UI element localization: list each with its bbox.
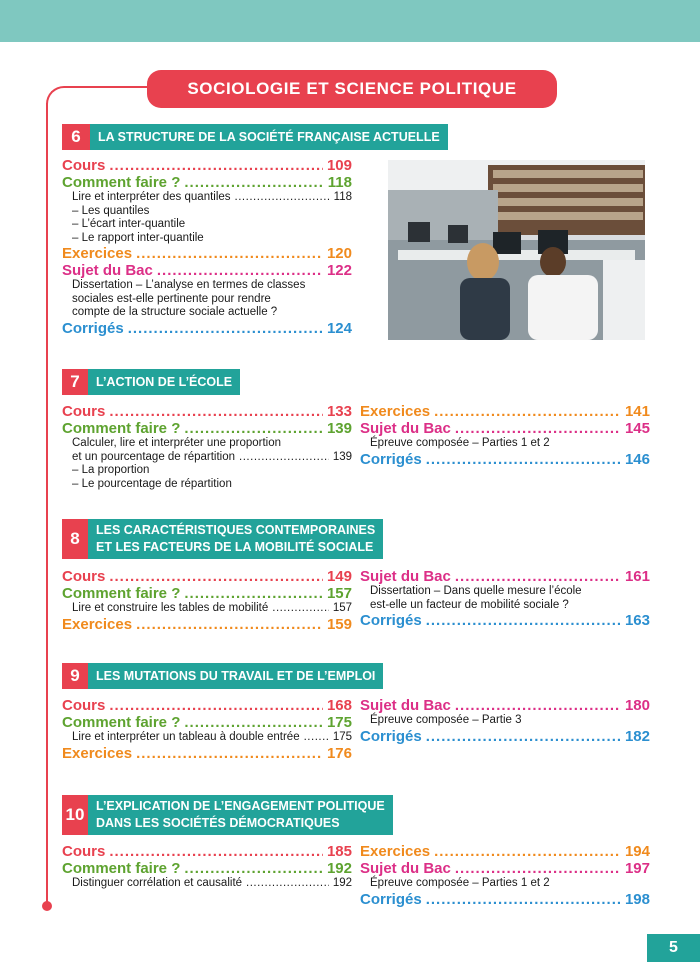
toc-entry-label: Comment faire ? [62, 714, 181, 731]
leader-dots [426, 728, 621, 745]
toc-list-item: – Les quantiles [72, 204, 150, 217]
toc-page-number: 118 [333, 191, 352, 203]
chapter-title [90, 124, 448, 150]
toc-entry [62, 245, 352, 262]
toc-page-number: 120 [326, 245, 352, 262]
toc-page-number: 122 [326, 262, 352, 279]
chapter-header [62, 124, 448, 150]
toc-entry [62, 697, 352, 714]
toc-entry [62, 568, 352, 585]
leader-dots [109, 568, 323, 585]
toc-page-number: 118 [327, 174, 352, 191]
toc-entry-label: Exercices [62, 245, 133, 262]
chapter-header [62, 369, 240, 395]
toc-page-number: 139 [332, 450, 352, 463]
chapter-7-right-column [360, 403, 650, 468]
toc-page-number: 157 [332, 602, 352, 614]
leader-dots [136, 745, 323, 762]
toc-list-item: – Le pourcentage de répartition [72, 477, 232, 490]
toc-entry-label: Comment faire ? [62, 420, 181, 437]
toc-entry [62, 616, 352, 633]
leader-dots [455, 697, 621, 714]
chapter-number: 7 [62, 369, 88, 395]
leader-dots [272, 602, 329, 616]
toc-entry [62, 262, 352, 279]
leader-dots [434, 843, 621, 860]
toc-subentry [62, 191, 352, 205]
timeline-line [46, 103, 48, 903]
toc-entry [360, 697, 650, 714]
chapter-header [62, 663, 383, 689]
toc-page-number: 159 [326, 615, 352, 633]
leader-dots [184, 860, 323, 877]
page-number: 5 [647, 934, 700, 962]
toc-page-number: 157 [326, 585, 352, 602]
chapter-title [88, 795, 393, 835]
toc-entry-label: Exercices [62, 615, 133, 633]
toc-page-number: 182 [624, 727, 650, 745]
chapter-number: 9 [62, 663, 88, 689]
toc-list-item: – La proportion [72, 464, 150, 476]
timeline-curve [46, 86, 156, 106]
toc-page-number: 197 [624, 860, 650, 877]
toc-entry [62, 157, 352, 174]
toc-entry [360, 612, 650, 629]
toc-page-number: 194 [624, 843, 650, 860]
leader-dots [426, 891, 621, 908]
toc-page-number: 180 [624, 697, 650, 714]
toc-subentry [62, 877, 352, 891]
toc-page-number: 146 [624, 450, 650, 468]
toc-page-number: 124 [326, 319, 352, 337]
toc-entry-label: Comment faire ? [62, 585, 181, 602]
toc-entry [360, 568, 650, 585]
toc-entry [62, 745, 352, 762]
chapter-title-line: ET LES FACTEURS DE LA MOBILITÉ SOCIALE [96, 540, 374, 554]
leader-dots [304, 731, 329, 745]
leader-dots [109, 697, 323, 714]
chapter-header [62, 519, 383, 559]
toc-subentry-text: Lire et interpréter des quantiles [72, 191, 231, 203]
leader-dots [239, 451, 329, 465]
leader-dots [426, 451, 621, 468]
toc-page-number: 133 [326, 403, 352, 420]
toc-entry-label: Corrigés [360, 890, 422, 908]
chapter-8 [62, 519, 383, 559]
toc-description: Calculer, lire et interpréter une proportion [72, 437, 282, 449]
toc-subentry [62, 451, 352, 465]
toc-entry [360, 843, 650, 860]
chapter-title-line: LA STRUCTURE DE LA SOCIÉTÉ FRANÇAISE ACTUELLE [98, 129, 440, 144]
chapter-title-line: LES MUTATIONS DU TRAVAIL ET DE L’EMPLOI [96, 668, 376, 683]
toc-entry-label: Exercices [360, 403, 431, 420]
toc-entry-label: Exercices [62, 744, 133, 762]
leader-dots [434, 403, 621, 420]
leader-dots [109, 157, 323, 174]
leader-dots [184, 585, 323, 602]
toc-page-number: 139 [326, 420, 352, 437]
toc-page-number: 163 [624, 612, 650, 629]
chapter-7 [62, 369, 240, 395]
toc-entry [360, 420, 650, 437]
chapter-title-line: DANS LES SOCIÉTÉS DÉMOCRATIQUES [96, 816, 340, 830]
toc-description: Épreuve composée – Partie 3 [370, 714, 522, 726]
chapter-9 [62, 663, 383, 689]
chapter-10-left-column [62, 843, 352, 891]
library-students-illustration [388, 160, 645, 340]
chapter-title-line: L’EXPLICATION DE L’ENGAGEMENT POLITIQUE [96, 799, 385, 813]
leader-dots [109, 403, 323, 420]
toc-entry-label: Cours [62, 697, 106, 714]
chapter-9-right-column [360, 697, 650, 745]
toc-page-number: 149 [326, 568, 352, 585]
top-color-bar [0, 0, 700, 42]
toc-description: Épreuve composée – Parties 1 et 2 [370, 437, 550, 449]
toc-page-number: 145 [624, 420, 650, 437]
toc-entry [360, 451, 650, 468]
toc-entry [62, 320, 352, 337]
leader-dots [235, 191, 330, 205]
toc-entry [62, 403, 352, 420]
toc-entry-label: Cours [62, 157, 106, 174]
chapter-title [88, 519, 383, 559]
toc-subentry [62, 602, 352, 616]
chapter-7-left-column [62, 403, 352, 491]
toc-entry-label: Comment faire ? [62, 860, 181, 877]
toc-page-number: 161 [624, 568, 650, 585]
toc-entry-label: Cours [62, 403, 106, 420]
toc-subentry-text: Lire et construire les tables de mobilité [72, 602, 269, 614]
library-photo [388, 160, 645, 340]
chapter-number: 8 [62, 519, 88, 559]
leader-dots [246, 877, 329, 891]
toc-entry-label: Comment faire ? [62, 174, 181, 191]
chapter-number: 6 [62, 124, 90, 150]
toc-description: Épreuve composée – Parties 1 et 2 [370, 877, 550, 889]
toc-page-number: 198 [624, 890, 650, 908]
toc-page-number: 192 [326, 860, 352, 877]
toc-description: est-elle un facteur de mobilité sociale ? [370, 598, 569, 611]
toc-page-number: 168 [326, 697, 352, 714]
toc-page-number: 175 [326, 714, 352, 731]
toc-list-item: – L’écart inter-quantile [72, 218, 186, 230]
toc-entry-label: Corrigés [360, 727, 422, 745]
chapter-6-left-column [62, 157, 352, 337]
toc-entry-label: Sujet du Bac [62, 262, 153, 279]
toc-entry-label: Sujet du Bac [360, 697, 451, 714]
leader-dots [455, 860, 621, 877]
leader-dots [455, 568, 621, 585]
section-banner: SOCIOLOGIE ET SCIENCE POLITIQUE [147, 70, 557, 108]
toc-entry-label: Sujet du Bac [360, 420, 451, 437]
chapter-8-right-column [360, 568, 650, 629]
leader-dots [455, 420, 621, 437]
toc-entry-label: Corrigés [360, 612, 422, 629]
toc-subentry-text: Distinguer corrélation et causalité [72, 877, 243, 889]
toc-entry-label: Cours [62, 568, 106, 585]
chapter-header [62, 795, 393, 835]
toc-entry [360, 728, 650, 745]
toc-entry-label: Sujet du Bac [360, 860, 451, 877]
toc-description: Dissertation – L’analyse en termes de classes [72, 279, 306, 291]
toc-entry [360, 403, 650, 420]
leader-dots [157, 262, 323, 279]
chapter-8-left-column [62, 568, 352, 633]
leader-dots [426, 612, 621, 629]
toc-entry [62, 714, 352, 731]
leader-dots [184, 714, 323, 731]
timeline-end-dot [42, 901, 52, 911]
toc-entry-label: Exercices [360, 843, 431, 860]
toc-entry [360, 891, 650, 908]
toc-description: Dissertation – Dans quelle mesure l’école [370, 585, 582, 597]
toc-page-number: 175 [332, 731, 352, 743]
chapter-10-right-column [360, 843, 650, 908]
toc-description: compte de la structure sociale actuelle ? [72, 306, 278, 318]
toc-entry [62, 843, 352, 860]
toc-entry-label: Corrigés [62, 319, 124, 337]
toc-entry-label: Cours [62, 843, 106, 860]
leader-dots [136, 245, 323, 262]
toc-list-item: – Le rapport inter-quantile [72, 231, 204, 244]
leader-dots [136, 616, 323, 633]
toc-page-number: 192 [332, 877, 352, 889]
toc-entry [62, 860, 352, 877]
toc-entry [62, 420, 352, 437]
toc-entry [62, 174, 352, 191]
toc-entry-label: Sujet du Bac [360, 568, 451, 585]
chapter-title-line: L’ACTION DE L’ÉCOLE [96, 374, 233, 389]
chapter-6 [62, 124, 448, 150]
toc-page-number: 109 [326, 157, 352, 174]
chapter-number: 10 [62, 795, 88, 835]
chapter-10 [62, 795, 393, 835]
leader-dots [184, 420, 323, 437]
toc-page-number: 176 [326, 744, 352, 762]
toc-subentry [62, 731, 352, 745]
toc-page-number: 141 [624, 403, 650, 420]
toc-subentry-text: et un pourcentage de répartition [72, 450, 236, 463]
toc-entry-label: Corrigés [360, 450, 422, 468]
chapter-title [88, 663, 383, 689]
toc-subentry-text: Lire et interpréter un tableau à double entrée [72, 731, 300, 743]
toc-description: sociales est-elle pertinente pour rendre [72, 292, 271, 305]
toc-entry [62, 585, 352, 602]
chapter-title [88, 369, 240, 395]
toc-entry [360, 860, 650, 877]
toc-page-number: 185 [326, 843, 352, 860]
chapter-title-line: LES CARACTÉRISTIQUES CONTEMPORAINES [96, 523, 376, 537]
leader-dots [128, 320, 323, 337]
chapter-9-left-column [62, 697, 352, 762]
leader-dots [109, 843, 323, 860]
leader-dots [184, 174, 323, 191]
